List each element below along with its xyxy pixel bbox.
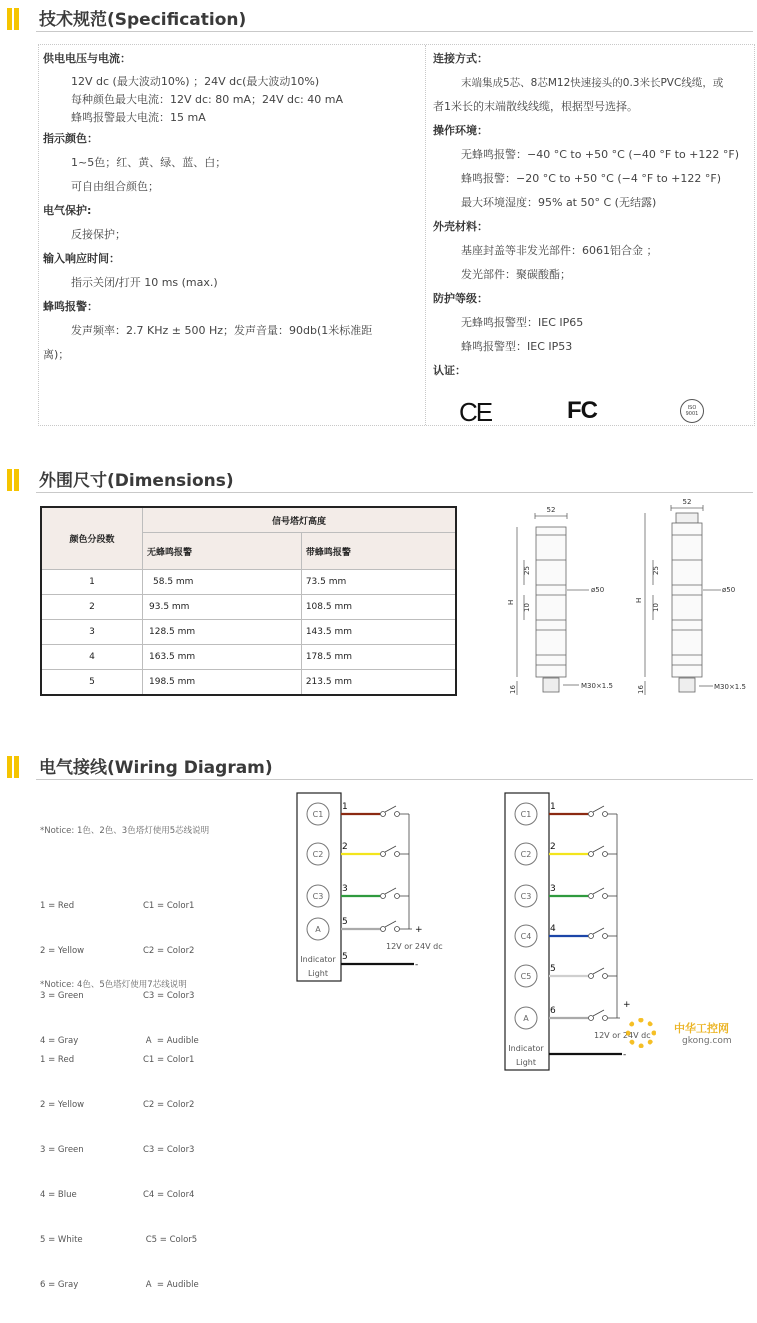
wire-number: 1	[342, 802, 348, 812]
list-item: A = Audible	[143, 1280, 199, 1290]
spec-line: 可自由组合颜色；	[71, 180, 159, 193]
table-cell: 58.5 mm	[143, 570, 302, 595]
table-cell: 163.5 mm	[143, 645, 302, 670]
ce-logo-icon: CE	[459, 397, 492, 427]
list-item: 2 = Yellow	[40, 1100, 85, 1110]
spec-line: 基座封盖等非发光部件：6061铝合金 ；	[461, 244, 658, 257]
node-label: A	[523, 1014, 529, 1023]
table-cell: 213.5 mm	[301, 670, 456, 696]
list-item: 5 = White	[40, 1235, 83, 1245]
list-item: 3 = Green	[40, 1145, 84, 1155]
spec-heading: 外壳材料：	[433, 220, 488, 233]
minus-terminal: -	[623, 1050, 627, 1060]
spec-right-column	[433, 47, 751, 383]
dim-section-header	[0, 463, 757, 493]
indicator-label: Light	[308, 969, 328, 978]
list-item: C5 = Color5	[143, 1235, 198, 1245]
iso-logo-icon: ISO 9001	[680, 399, 704, 423]
list-item: 1 = Red	[40, 901, 75, 911]
table-cell: 5	[41, 670, 143, 696]
node-label: C4	[520, 932, 532, 941]
accent-bar	[7, 469, 12, 491]
wire-number: 1	[550, 802, 556, 812]
node-label: C3	[520, 892, 532, 901]
divider	[425, 45, 426, 425]
spec-heading: 输入响应时间：	[43, 252, 120, 265]
spec-heading: 防护等级：	[433, 292, 488, 305]
list-item: A = Audible	[143, 1036, 199, 1046]
spec-line: 最大环境湿度：95% at 50° C (无结露)	[461, 196, 657, 209]
table-cell: 143.5 mm	[301, 620, 456, 645]
spec-heading: 电气保护:	[43, 204, 92, 217]
notice-right-list	[143, 1023, 199, 1323]
spec-heading: 供电电压与电流：	[43, 52, 131, 65]
table-row	[41, 670, 456, 696]
list-item: C3 = Color3	[143, 1145, 195, 1155]
list-item: C2 = Color2	[143, 1100, 195, 1110]
table-cell: 108.5 mm	[301, 595, 456, 620]
dim-label: 25	[652, 566, 660, 575]
wiring-section-header	[0, 750, 757, 780]
supply-label: 12V or 24V dc	[594, 1031, 651, 1040]
list-item: C3 = Color3	[143, 991, 195, 1001]
wire-number: 3	[550, 884, 556, 894]
spec-line: 12V dc (最大波动10%) ；24V dc(最大波动10%)	[71, 75, 320, 88]
list-item: 6 = Gray	[40, 1280, 79, 1290]
list-item: C1 = Color1	[143, 901, 195, 911]
spec-line: 反接保护；	[71, 228, 126, 241]
list-item: C1 = Color1	[143, 1055, 195, 1065]
table-header: 无蜂鸣报警	[143, 533, 302, 570]
list-item: 4 = Blue	[40, 1190, 77, 1200]
wire-number: 6	[550, 1006, 556, 1016]
watermark-text: gkong.com	[682, 1036, 732, 1046]
table-cell: 73.5 mm	[301, 570, 456, 595]
watermark-text: 中华工控网	[674, 1022, 729, 1035]
dim-label: 52	[682, 498, 692, 506]
dim-label: H	[635, 597, 643, 603]
gear-icon	[626, 1018, 656, 1048]
spec-line: 发声频率：2.7 KHz ± 500 Hz；发声音量：90db(1米标准距	[71, 324, 373, 337]
notice-title: *Notice: 4色、5色塔灯使用7芯线说明	[40, 980, 187, 990]
spec-title: 技术规范(Specification)	[39, 10, 247, 30]
list-item: 3 = Green	[40, 991, 84, 1001]
spec-heading: 连接方式：	[433, 52, 488, 65]
watermark	[624, 1014, 752, 1058]
wiring-title: 电气接线(Wiring Diagram)	[39, 758, 273, 778]
table-row	[41, 595, 456, 620]
dimension-table	[40, 506, 457, 696]
list-item: 4 = Gray	[40, 1036, 79, 1046]
notice-title: *Notice: 1色、2色、3色塔灯使用5芯线说明	[40, 826, 210, 836]
spec-heading: 蜂鸣报警：	[43, 300, 98, 313]
node-label: C1	[312, 810, 324, 819]
spec-section-header	[0, 2, 757, 32]
table-cell: 128.5 mm	[143, 620, 302, 645]
indicator-label: Indicator	[300, 955, 336, 964]
accent-bar	[7, 756, 12, 778]
wire-number: 5	[342, 952, 348, 962]
plus-terminal: +	[623, 1000, 631, 1010]
dim-label: 10	[652, 603, 660, 612]
node-label: C2	[520, 850, 532, 859]
indicator-label: Light	[516, 1058, 536, 1067]
table-header: 颜色分段数	[41, 507, 143, 570]
notice-2	[40, 948, 199, 1290]
minus-terminal: -	[415, 960, 419, 970]
table-cell: 4	[41, 645, 143, 670]
node-label: C5	[520, 972, 532, 981]
dim-label: ø50	[722, 586, 736, 594]
divider	[36, 779, 753, 780]
accent-bar	[7, 8, 12, 30]
table-row	[41, 570, 456, 595]
table-cell: 178.5 mm	[301, 645, 456, 670]
dim-label: 52	[546, 506, 556, 514]
supply-label: 12V or 24V dc	[386, 942, 443, 951]
accent-bar	[14, 8, 19, 30]
spec-line: 指示关闭/打开 10 ms (max.)	[71, 276, 218, 289]
spec-line: 每种颜色最大电流：12V dc: 80 mA；24V dc: 40 mA	[71, 93, 343, 106]
divider	[36, 492, 753, 493]
spec-line: 末端集成5芯、8芯M12快速接头的0.3米长PVC线缆，或	[461, 77, 724, 89]
dim-label: H	[507, 599, 515, 605]
node-label: A	[315, 925, 321, 934]
dimension-drawing-no-buzzer	[505, 505, 625, 700]
dim-label: 16	[509, 685, 517, 694]
accent-bar	[14, 469, 19, 491]
table-header: 带蜂鸣报警	[301, 533, 456, 570]
spec-line: 蜂鸣报警：−20 °C to +50 °C (−4 °F to +122 °F)	[461, 172, 722, 185]
dim-label: 25	[523, 566, 531, 575]
table-cell: 198.5 mm	[143, 670, 302, 696]
spec-line: 蜂鸣报警型：IEC IP53	[461, 340, 573, 353]
node-label: C3	[312, 892, 324, 901]
spec-line: 蜂鸣报警最大电流：15 mA	[71, 111, 206, 124]
dim-label: M30×1.5	[581, 682, 613, 690]
node-label: C1	[520, 810, 532, 819]
table-row	[41, 645, 456, 670]
spec-heading: 指示颜色：	[43, 132, 98, 145]
list-item: C4 = Color4	[143, 1190, 195, 1200]
divider	[36, 31, 753, 32]
accent-bar	[14, 756, 19, 778]
fcc-logo-icon: FC	[567, 397, 597, 424]
dimension-drawing-buzzer	[633, 497, 753, 700]
dim-label: 16	[637, 685, 645, 694]
table-cell: 3	[41, 620, 143, 645]
dim-label: M30×1.5	[714, 683, 746, 691]
list-item: 2 = Yellow	[40, 946, 85, 956]
node-label: C2	[312, 850, 324, 859]
list-item: C2 = Color2	[143, 946, 195, 956]
dim-title: 外围尺寸(Dimensions)	[39, 471, 234, 491]
dim-label: 10	[523, 603, 531, 612]
spec-heading: 认证：	[433, 364, 466, 377]
table-cell: 2	[41, 595, 143, 620]
table-cell: 1	[41, 570, 143, 595]
wire-number: 5	[342, 917, 348, 927]
plus-terminal: +	[415, 925, 423, 935]
wire-number: 5	[550, 964, 556, 974]
spec-line: 者1米长的末端散线线缆，根据型号选择。	[433, 100, 638, 113]
spec-line: 无蜂鸣报警型：IEC IP65	[461, 316, 584, 329]
table-header: 信号塔灯高度	[143, 507, 457, 533]
wire-number: 3	[342, 884, 348, 894]
table-cell: 93.5 mm	[143, 595, 302, 620]
notice-left-list	[40, 1023, 84, 1323]
wire-number: 4	[550, 924, 556, 934]
spec-heading: 操作环境：	[433, 124, 488, 137]
spec-line: 1~5色；红、黄、绿、蓝、白；	[71, 156, 227, 169]
spec-line: 无蜂鸣报警：−40 °C to +50 °C (−40 °F to +122 °F)	[461, 148, 740, 161]
spec-line: 离)；	[43, 348, 70, 361]
spec-line: 发光部件：聚碳酸酯；	[461, 268, 571, 281]
wiring-diagram-1	[296, 792, 466, 984]
list-item: 1 = Red	[40, 1055, 75, 1065]
wire-number: 2	[550, 842, 556, 852]
spec-box	[38, 44, 755, 426]
table-row	[41, 620, 456, 645]
indicator-label: Indicator	[508, 1044, 544, 1053]
spec-left-column	[43, 47, 421, 367]
dim-label: ø50	[591, 586, 605, 594]
wire-number: 2	[342, 842, 348, 852]
